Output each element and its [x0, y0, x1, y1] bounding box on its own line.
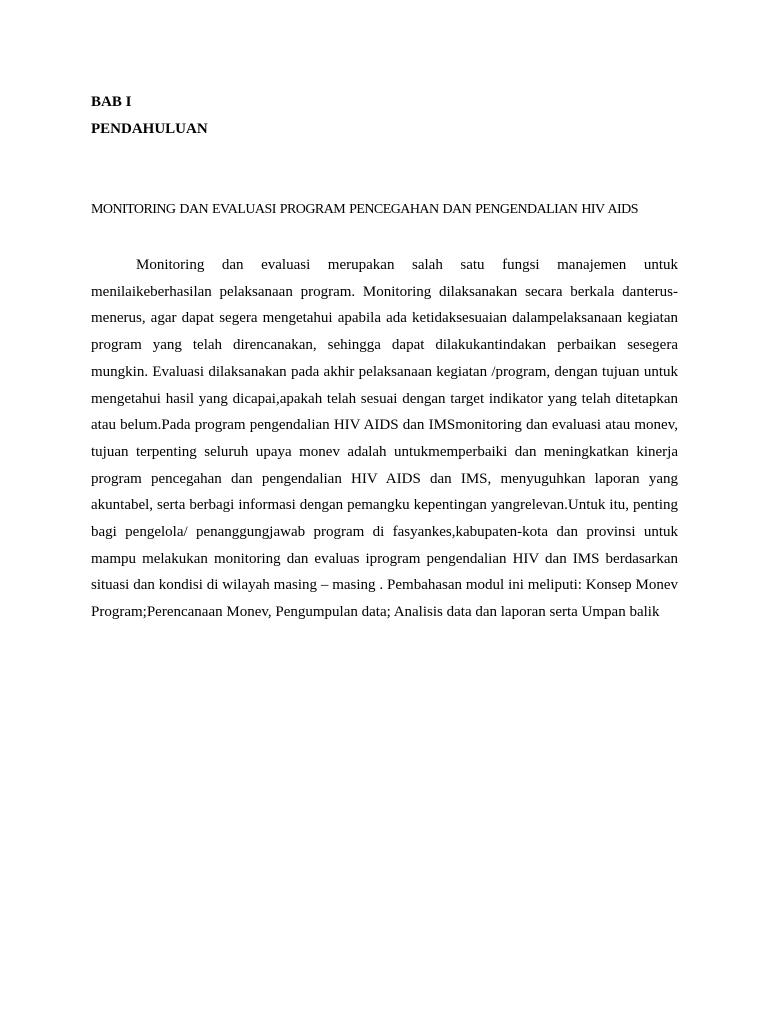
body-paragraph: Monitoring dan evaluasi merupakan salah satu fungsi manajemen untuk menilaikeberhasilan pelaksanaan program. Monitoring dilaksanakan secara berkala danterus-menerus, agar dapat segera mengetahui apabila ada ketidaksesuaian dalampelaksanaan kegiatan program yang telah direncanakan, sehingga dapat dilakukantindakan perbaikan sesegera mungkin. Evaluasi dilaksanakan pada akhir pelaksanaan kegiatan /program, dengan tujuan untuk mengetahui hasil yang dicapai,apakah telah sesuai dengan target indikator yang telah ditetapkan atau belum.Pada program pengendalian HIV AIDS dan IMSmonitoring dan evaluasi atau monev, tujuan terpenting seluruh upaya monev adalah untukmemperbaiki dan meningkatkan kinerja program pencegahan dan pengendalian HIV AIDS dan IMS, menyuguhkan laporan yang akuntabel, serta berbagi informasi dengan pemangku kepentingan yangrelevan.Untuk itu, penting bagi pengelola/ penanggungjawab program di fasyankes,kabupaten-kota dan provinsi untuk mampu melakukan monitoring dan evaluas iprogram pengendalian HIV dan IMS berdasarkan situasi dan kondisi di wilayah masing – masing . Pembahasan modul ini meliputi: Konsep Monev Program;Perencanaan Monev, Pengumpulan data; Analisis data dan laporan serta Umpan balik: [91, 257, 678, 621]
chapter-number: BAB I: [91, 94, 132, 110]
section-title: MONITORING DAN EVALUASI PROGRAM PENCEGAHAN DAN PENGENDALIAN HIV AIDS: [91, 202, 638, 217]
chapter-title: PENDAHULUAN: [91, 121, 208, 137]
